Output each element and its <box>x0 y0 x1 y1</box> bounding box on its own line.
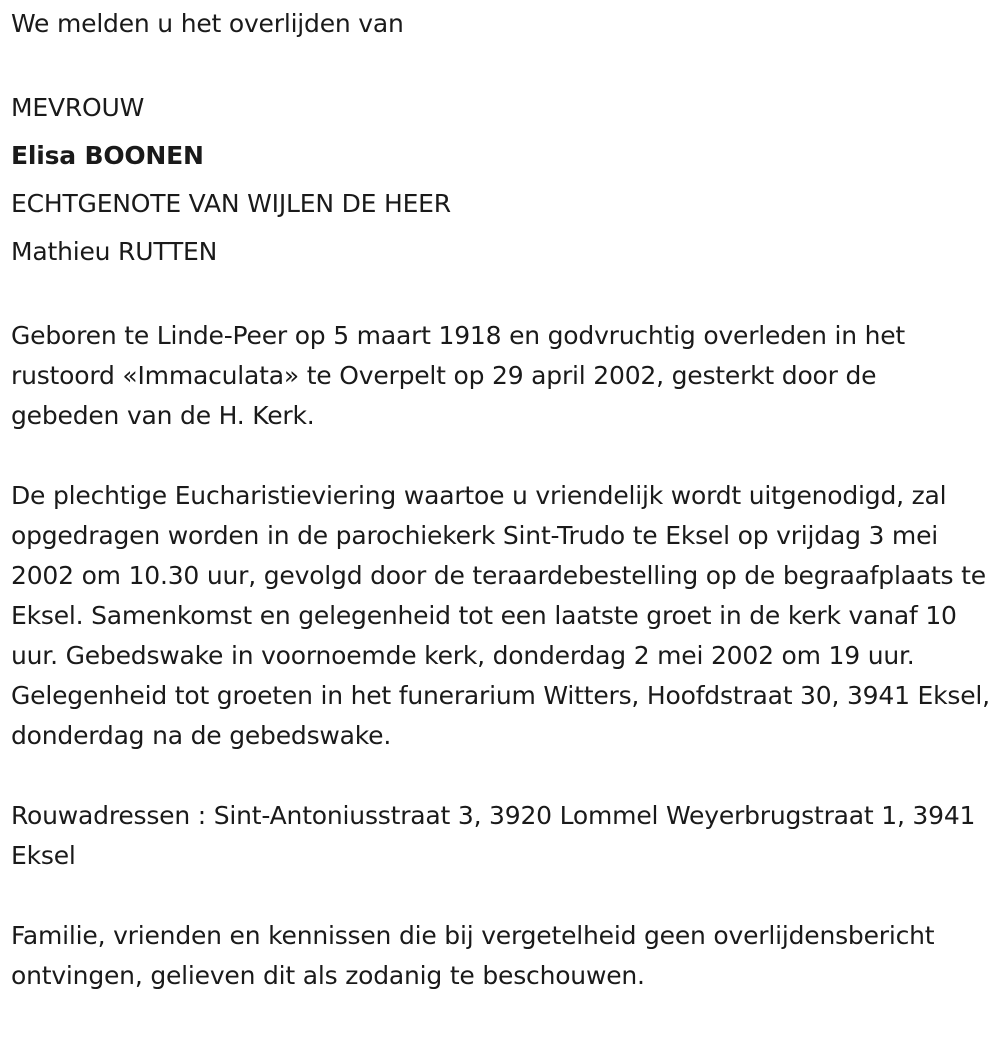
intro-text: We melden u het overlijden van <box>11 9 404 38</box>
closing-paragraph: Familie, vrienden en kennissen die bij vergetelheid geen overlijdensbericht ontvingen, gelieven dit als zodanig te beschouwen. <box>11 921 935 990</box>
obituary-document <box>11 4 991 996</box>
deceased-name: Elisa BOONEN <box>11 141 204 170</box>
relation-text: ECHTGENOTE VAN WIJLEN DE HEER <box>11 189 451 218</box>
addresses-paragraph: Rouwadressen : Sint-Antoniusstraat 3, 3920 Lommel Weyerbrugstraat 1, 3941 Eksel <box>11 801 976 870</box>
spacer <box>11 436 991 476</box>
ceremony-paragraph: De plechtige Eucharistieviering waartoe u vriendelijk wordt uitgenodigd, zal opgedragen worden in de parochiekerk Sint-Trudo te Eksel op vrijdag 3 mei 2002 om 10.30 uur, gevolgd door de teraardebestelling op de begraafplaats te Eksel. Samenkomst en gelegenheid tot een laatste groet in de kerk vanaf 10 uur. Gebedswake in voornoemde kerk, donderdag 2 mei 2002 om 19 uur. Gelegenheid tot groeten in het funerarium Witters, Hoofdstraat 30, 3941 Eksel, donderdag na de gebedswake. <box>11 481 990 750</box>
spacer <box>11 276 991 316</box>
spouse-name: Mathieu RUTTEN <box>11 237 218 266</box>
spacer <box>11 876 991 916</box>
birth-death-paragraph: Geboren te Linde-Peer op 5 maart 1918 en godvruchtig overleden in het rustoord «Immaculata» te Overpelt op 29 april 2002, gesterkt door de gebeden van de H. Kerk. <box>11 321 906 430</box>
title-text: MEVROUW <box>11 93 145 122</box>
spacer <box>11 756 991 796</box>
